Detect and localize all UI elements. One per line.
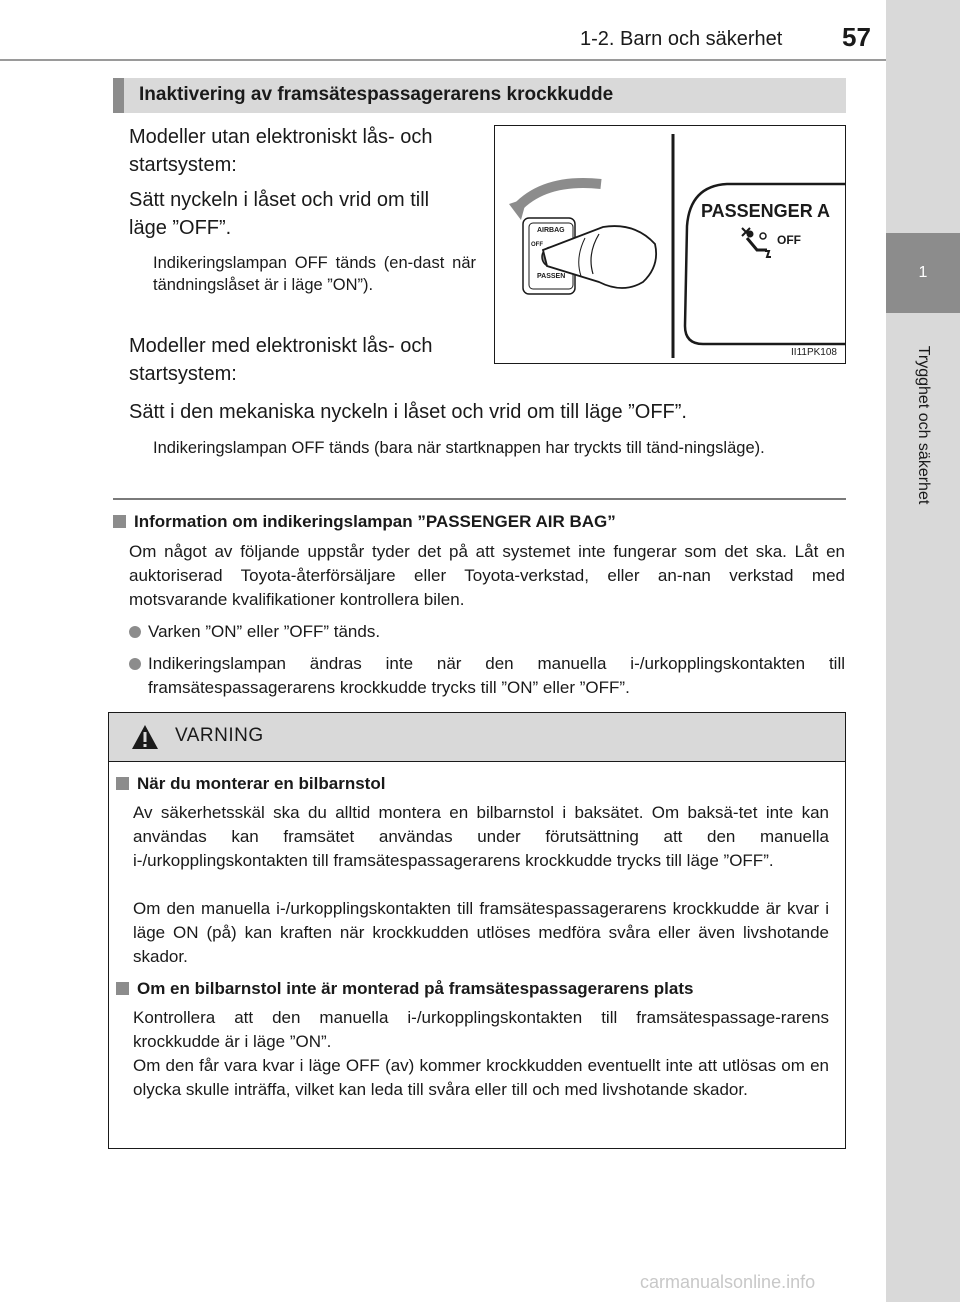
switch-off-label: OFF <box>531 242 543 248</box>
info-bullet-text: Varken ”ON” eller ”OFF” tänds. <box>148 622 381 641</box>
step-action-line: Sätt i den mekaniska nyckeln i låset och vrid om till läge ”OFF”. <box>129 401 687 423</box>
warning-item-body: Av säkerhetsskäl ska du alltid montera en bilbarnstol i baksätet. Om baksä-tet inte kan användas kan framsätet användas under förutsättning att den manuella i-/urkopplingskontakten till framsätespassagerarens krockkudde trycks till läge ”OFF”. <box>133 803 829 870</box>
info-bullet-text: Indikeringslampan ändras inte när den manuella i-/urkopplingskontakten till framsätespassagerarens krockkudde trycks till ”ON” eller ”OFF”. <box>148 654 845 697</box>
header-rule <box>0 59 886 61</box>
figure-illustration <box>495 126 846 364</box>
square-bullet-icon <box>116 982 129 995</box>
step-action-line: läge ”OFF”. <box>129 217 232 239</box>
step-note: Indikeringslampan OFF tänds (bara när startknappen har tryckts till tänd-ningsläge). <box>153 439 765 457</box>
info-bullet <box>129 652 845 700</box>
info-bullet <box>129 620 845 644</box>
step-title-line: Modeller utan elektroniskt lås- och <box>129 126 433 148</box>
step-title-line: startsystem: <box>129 154 237 176</box>
warning-label: VARNING <box>175 725 264 746</box>
square-bullet-icon <box>116 777 129 790</box>
switch-airbag-label: AIRBAG <box>537 227 565 234</box>
step-note: Indikeringslampan OFF tänds (en-dast när tändningslåset är i läge ”ON”). <box>153 254 476 294</box>
switch-passenger-label: PASSEN <box>537 273 566 280</box>
square-bullet-icon <box>113 515 126 528</box>
bullet-dot-icon <box>129 658 141 670</box>
warning-triangle-icon <box>131 724 159 750</box>
warning-item-body: Kontrollera att den manuella i-/urkopplingskontakten till framsätespassage-rarens krockkudde är i läge ”ON”. <box>133 1008 829 1051</box>
warning-item-heading <box>116 774 385 794</box>
chapter-title: 1-2. Barn och säkerhet <box>580 28 783 50</box>
info-heading <box>113 512 616 532</box>
indicator-off-text: OFF <box>777 233 801 247</box>
section-bar <box>113 78 846 113</box>
figure-code: II11PK108 <box>791 347 837 358</box>
step-title-line: Modeller med elektroniskt lås- och <box>129 335 433 357</box>
info-body: Om något av följande uppstår tyder det på att systemet inte fungerar som det ska. Låt en auktoriserad Toyota-återförsäljare eller Toyota-verkstad, eller an-nan verkstad med motsvarande kvalifikationer kontrollera bilen. <box>129 542 845 609</box>
warning-item-body: Om den manuella i-/urkopplingskontakten till framsätespassagerarens krockkudde är kvar i läge ON (på) kan kraften när krockkudden utlöses medföra svåra eller även livshotande skador. <box>133 899 829 966</box>
bullet-dot-icon <box>129 626 141 638</box>
step-action-line: Sätt nyckeln i låset och vrid om till <box>129 189 430 211</box>
warning-item-heading <box>116 979 693 999</box>
chapter-label: Trygghet och säkerhet <box>915 345 932 505</box>
warning-item-heading-text: Om en bilbarnstol inte är monterad på framsätespassagerarens plats <box>137 979 694 998</box>
warning-header <box>109 713 845 762</box>
warning-item-body: Om den får vara kvar i läge OFF (av) kommer krockkudden eventuellt inte att utlösas om en olycka skulle inträffa, vilket kan leda till svåra eller till och med livshotande skador. <box>133 1056 829 1099</box>
side-tab <box>886 0 960 1302</box>
indicator-text: PASSENGER A <box>701 201 831 221</box>
watermark: carmanualsonline.info <box>640 1272 816 1292</box>
section-accent <box>113 78 124 113</box>
step-title-line: startsystem: <box>129 363 237 385</box>
section-title: Inaktivering av framsätespassagerarens krockkudde <box>139 84 614 105</box>
page-number: 57 <box>842 22 871 52</box>
passenger-airbag-figure <box>494 125 846 364</box>
info-heading-text: Information om indikeringslampan ”PASSENGER AIR BAG” <box>134 512 616 531</box>
passenger-airbag-icon <box>742 228 771 257</box>
section-divider <box>113 498 846 500</box>
chapter-number: 1 <box>886 233 960 313</box>
warning-item-heading-text: När du monterar en bilbarnstol <box>137 774 386 793</box>
warning-box <box>108 712 846 1149</box>
